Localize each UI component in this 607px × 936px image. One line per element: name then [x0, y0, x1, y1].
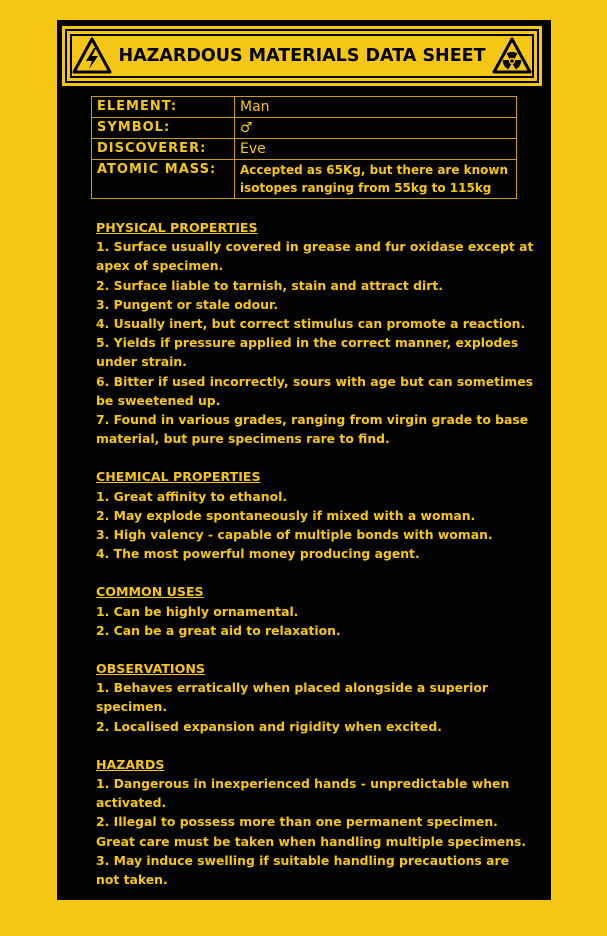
- symbol-label: SYMBOL:: [92, 118, 235, 139]
- section-list: [96, 487, 536, 564]
- list-item: 4. Usually inert, but correct stimulus can promote a reaction.: [96, 316, 526, 332]
- element-label: ELEMENT:: [92, 97, 235, 118]
- atomic-mass-label: ATOMIC MASS:: [92, 160, 235, 199]
- page-title: HAZARDOUS MATERIALS DATA SHEET: [118, 46, 486, 66]
- radiation-warning-icon: [492, 36, 532, 76]
- section-heading: OBSERVATIONS: [96, 661, 205, 677]
- section-physical-properties: [96, 218, 536, 448]
- section-heading: COMMON USES: [96, 584, 204, 600]
- list-item: 3. May induce swelling if suitable handling precautions are not taken.: [96, 852, 509, 888]
- section-observations: [96, 659, 536, 736]
- list-item: 3. High valency - capable of multiple bonds with woman.: [96, 527, 493, 543]
- element-info-table: [91, 96, 517, 199]
- list-item: 5. Yields if pressure applied in the correct manner, explodes under strain.: [96, 335, 519, 370]
- atomic-mass-value: Accepted as 65Kg, but there are known isotopes ranging from 55kg to 115kg: [235, 160, 517, 199]
- list-item: 2. Surface liable to tarnish, stain and attract dirt.: [96, 277, 443, 293]
- discoverer-value: Eve: [235, 139, 517, 160]
- list-item: 2. Localised expansion and rigidity when excited.: [96, 718, 442, 734]
- info-row-discoverer: [92, 139, 517, 160]
- list-item: 1. Behaves erratically when placed alongside a superior specimen.: [96, 680, 488, 715]
- list-item: 2. Illegal to possess more than one permanent specimen. Great care must be taken when handling multiple specimens.: [96, 814, 527, 849]
- section-chemical-properties: [96, 467, 536, 563]
- list-item: 2. May explode spontaneously if mixed with a woman.: [96, 507, 476, 523]
- list-item: 3. Pungent or stale odour.: [96, 296, 279, 312]
- section-hazards: [96, 755, 536, 889]
- symbol-value: ♂: [235, 118, 517, 139]
- title-banner: [65, 29, 539, 83]
- list-item: 6. Bitter if used incorrectly, sours with age but can sometimes be sweetened up.: [96, 373, 533, 408]
- section-list: [96, 602, 536, 640]
- list-item: 7. Found in various grades, ranging from virgin grade to base material, but pure specimens rare to find.: [96, 412, 529, 447]
- info-row-symbol: [92, 118, 517, 139]
- section-common-uses: [96, 582, 536, 640]
- high-voltage-warning-icon: [72, 36, 112, 76]
- info-row-element: [92, 97, 517, 118]
- section-heading: HAZARDS: [96, 756, 165, 772]
- section-list: [96, 237, 536, 448]
- data-sheet: [57, 20, 551, 900]
- discoverer-label: DISCOVERER:: [92, 139, 235, 160]
- list-item: 1. Surface usually covered in grease and fur oxidase except at apex of specimen.: [96, 239, 534, 274]
- list-item: 4. The most powerful money producing agent.: [96, 546, 420, 562]
- section-heading: CHEMICAL PROPERTIES: [96, 469, 261, 485]
- list-item: 1. Dangerous in inexperienced hands - unpredictable when activated.: [96, 776, 510, 811]
- list-item: 2. Can be a great aid to relaxation.: [96, 622, 341, 638]
- section-list: [96, 678, 536, 736]
- section-heading: PHYSICAL PROPERTIES: [96, 220, 258, 235]
- section-list: [96, 774, 536, 889]
- list-item: 1. Can be highly ornamental.: [96, 603, 299, 619]
- list-item: 1. Great affinity to ethanol.: [96, 488, 288, 504]
- info-row-atomic-mass: [92, 160, 517, 199]
- properties-content: [96, 218, 536, 908]
- element-value: Man: [235, 97, 517, 118]
